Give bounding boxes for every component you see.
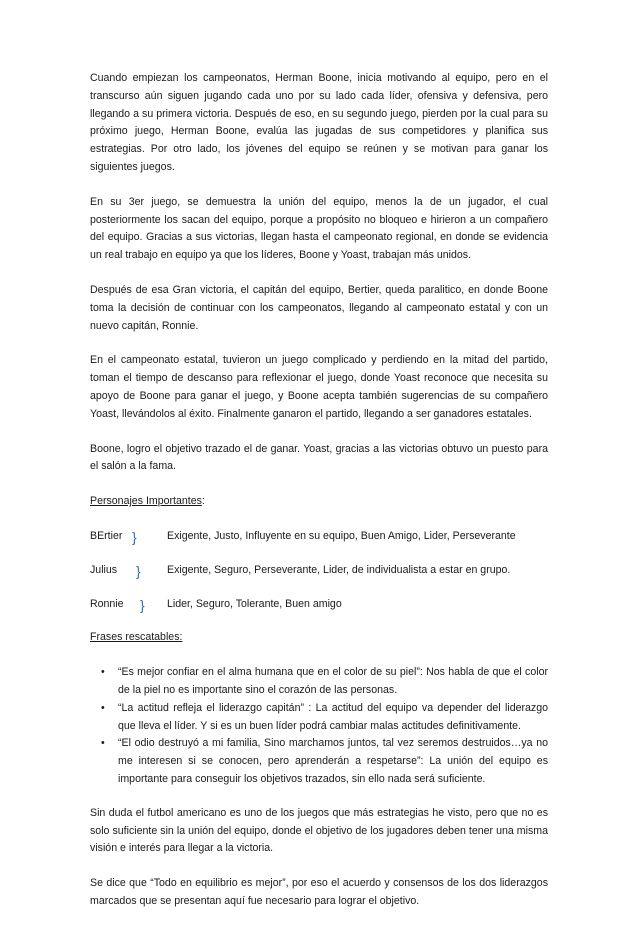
paragraph-4: En el campeonato estatal, tuvieron un juego complicado y perdiendo en la mitad del partido, toman el tiempo de descanso para reflexionar el juego, donde Yoast reconoce que necesita su apoyo de Boone para ganar el juego, y Boone acepta también sugerencias de su compañero Yoast, llevándolos al éxito. Finalmente ganaron el partido, llegando a ser ganadores estatales. [90,354,548,420]
character-name: Ronnie [90,597,124,610]
characters-heading-line [90,493,548,511]
paragraph-1: Cuando empiezan los campeonatos, Herman Boone, inicia motivando al equipo, pero en el transcurso aún siguen jugando cada uno por su lado cada líder, ofensiva y defensiva, pero llegando a su primera victoria. Después de eso, en su segundo juego, pierden por la cual para su próximo juego, Herman Boone, evalúa las jugadas de sus competidores y planifica sus estrategias. Por otro lado, los jóvenes del equipo se reúnen y se motivan para ganar los siguientes juegos. [90,72,548,173]
character-traits: Exigente, Justo, Influyente en su equipo, Buen Amigo, Lider, Perseverante [167,529,516,542]
phrases-list [90,664,548,789]
character-row: Julius } Exigente, Seguro, Perseverante, Lider, de individualista a estar en grupo. [90,562,548,580]
character-name: BErtier [90,529,123,542]
paragraph-5: Boone, logro el objetivo trazado el de ganar. Yoast, gracias a las victorias obtuvo un puesto para el salón a la fama. [90,442,548,473]
list-item: • “El odio destruyó a mi familia, Sino marchamos juntos, tal vez seremos destruidos…ya no me interesen si se conocen, pero aprenderán a respetarse”: La unión del equipo es importante para conseguir los objetivos trazados, sin ello nada será suficiente. [118,735,548,788]
paragraph-3: Después de esa Gran victoria, el capitán del equipo, Bertier, queda paralitico, en donde Boone toma la decisión de continuar con los campeonatos, llegando al campeonato estatal y con un nuevo capitán, Ronnie. [90,283,548,332]
phrases-heading-line [90,629,548,647]
list-item: • “La actitud refleja el liderazgo capitán” : La actitud del equipo va depender del liderazgo que lleva el líder. Y si es un buen líder podrá cambiar malas actitudes definitivamente. [118,700,548,736]
character-traits: Lider, Seguro, Tolerante, Buen amigo [167,597,342,610]
character-traits: Exigente, Seguro, Perseverante, Lider, de individualista a estar en grupo. [167,563,511,576]
characters-heading: Personajes Importantes [90,495,202,508]
characters-heading-colon: : [201,495,205,508]
character-row: BErtier } Exigente, Justo, Influyente en su equipo, Buen Amigo, Lider, Perseverante [90,528,548,546]
character-name: Julius [90,563,118,576]
character-row: Ronnie } Lider, Seguro, Tolerante, Buen amigo [90,596,548,614]
closing-paragraph-2: Se dice que “Todo en equilibrio es mejor”, por eso el acuerdo y consensos de los dos liderazgos marcados que se presentan aquí fue necesario para lograr el objetivo. [90,877,548,907]
phrases-heading: Frases rescatables: [90,631,183,644]
document-page [90,70,548,928]
paragraph-2: En su 3er juego, se demuestra la unión del equipo, menos la de un jugador, el cual posteriormente los sacan del equipo, porque a propósito no bloqueo e hirieron a un compañero del equipo. Gracias a sus victorias, llegan hasta el campeonato regional, en donde se evidencia un real trabajo en equipo ya que los líderes, Boone y Yoast, trabajan más unidos. [90,195,548,262]
list-item: • “Es mejor confiar en el alma humana que en el color de su piel”: Nos habla de que el color de la piel no es importante sino el corazón de las personas. [118,664,548,700]
closing-paragraph-1: Sin duda el futbol americano es uno de los juegos que más estrategias he visto, pero que no es solo suficiente sin la unión del equipo, donde el objetivo de los jugadores deben tener una misma visión e interés para llegar a la victoria. [90,806,548,855]
